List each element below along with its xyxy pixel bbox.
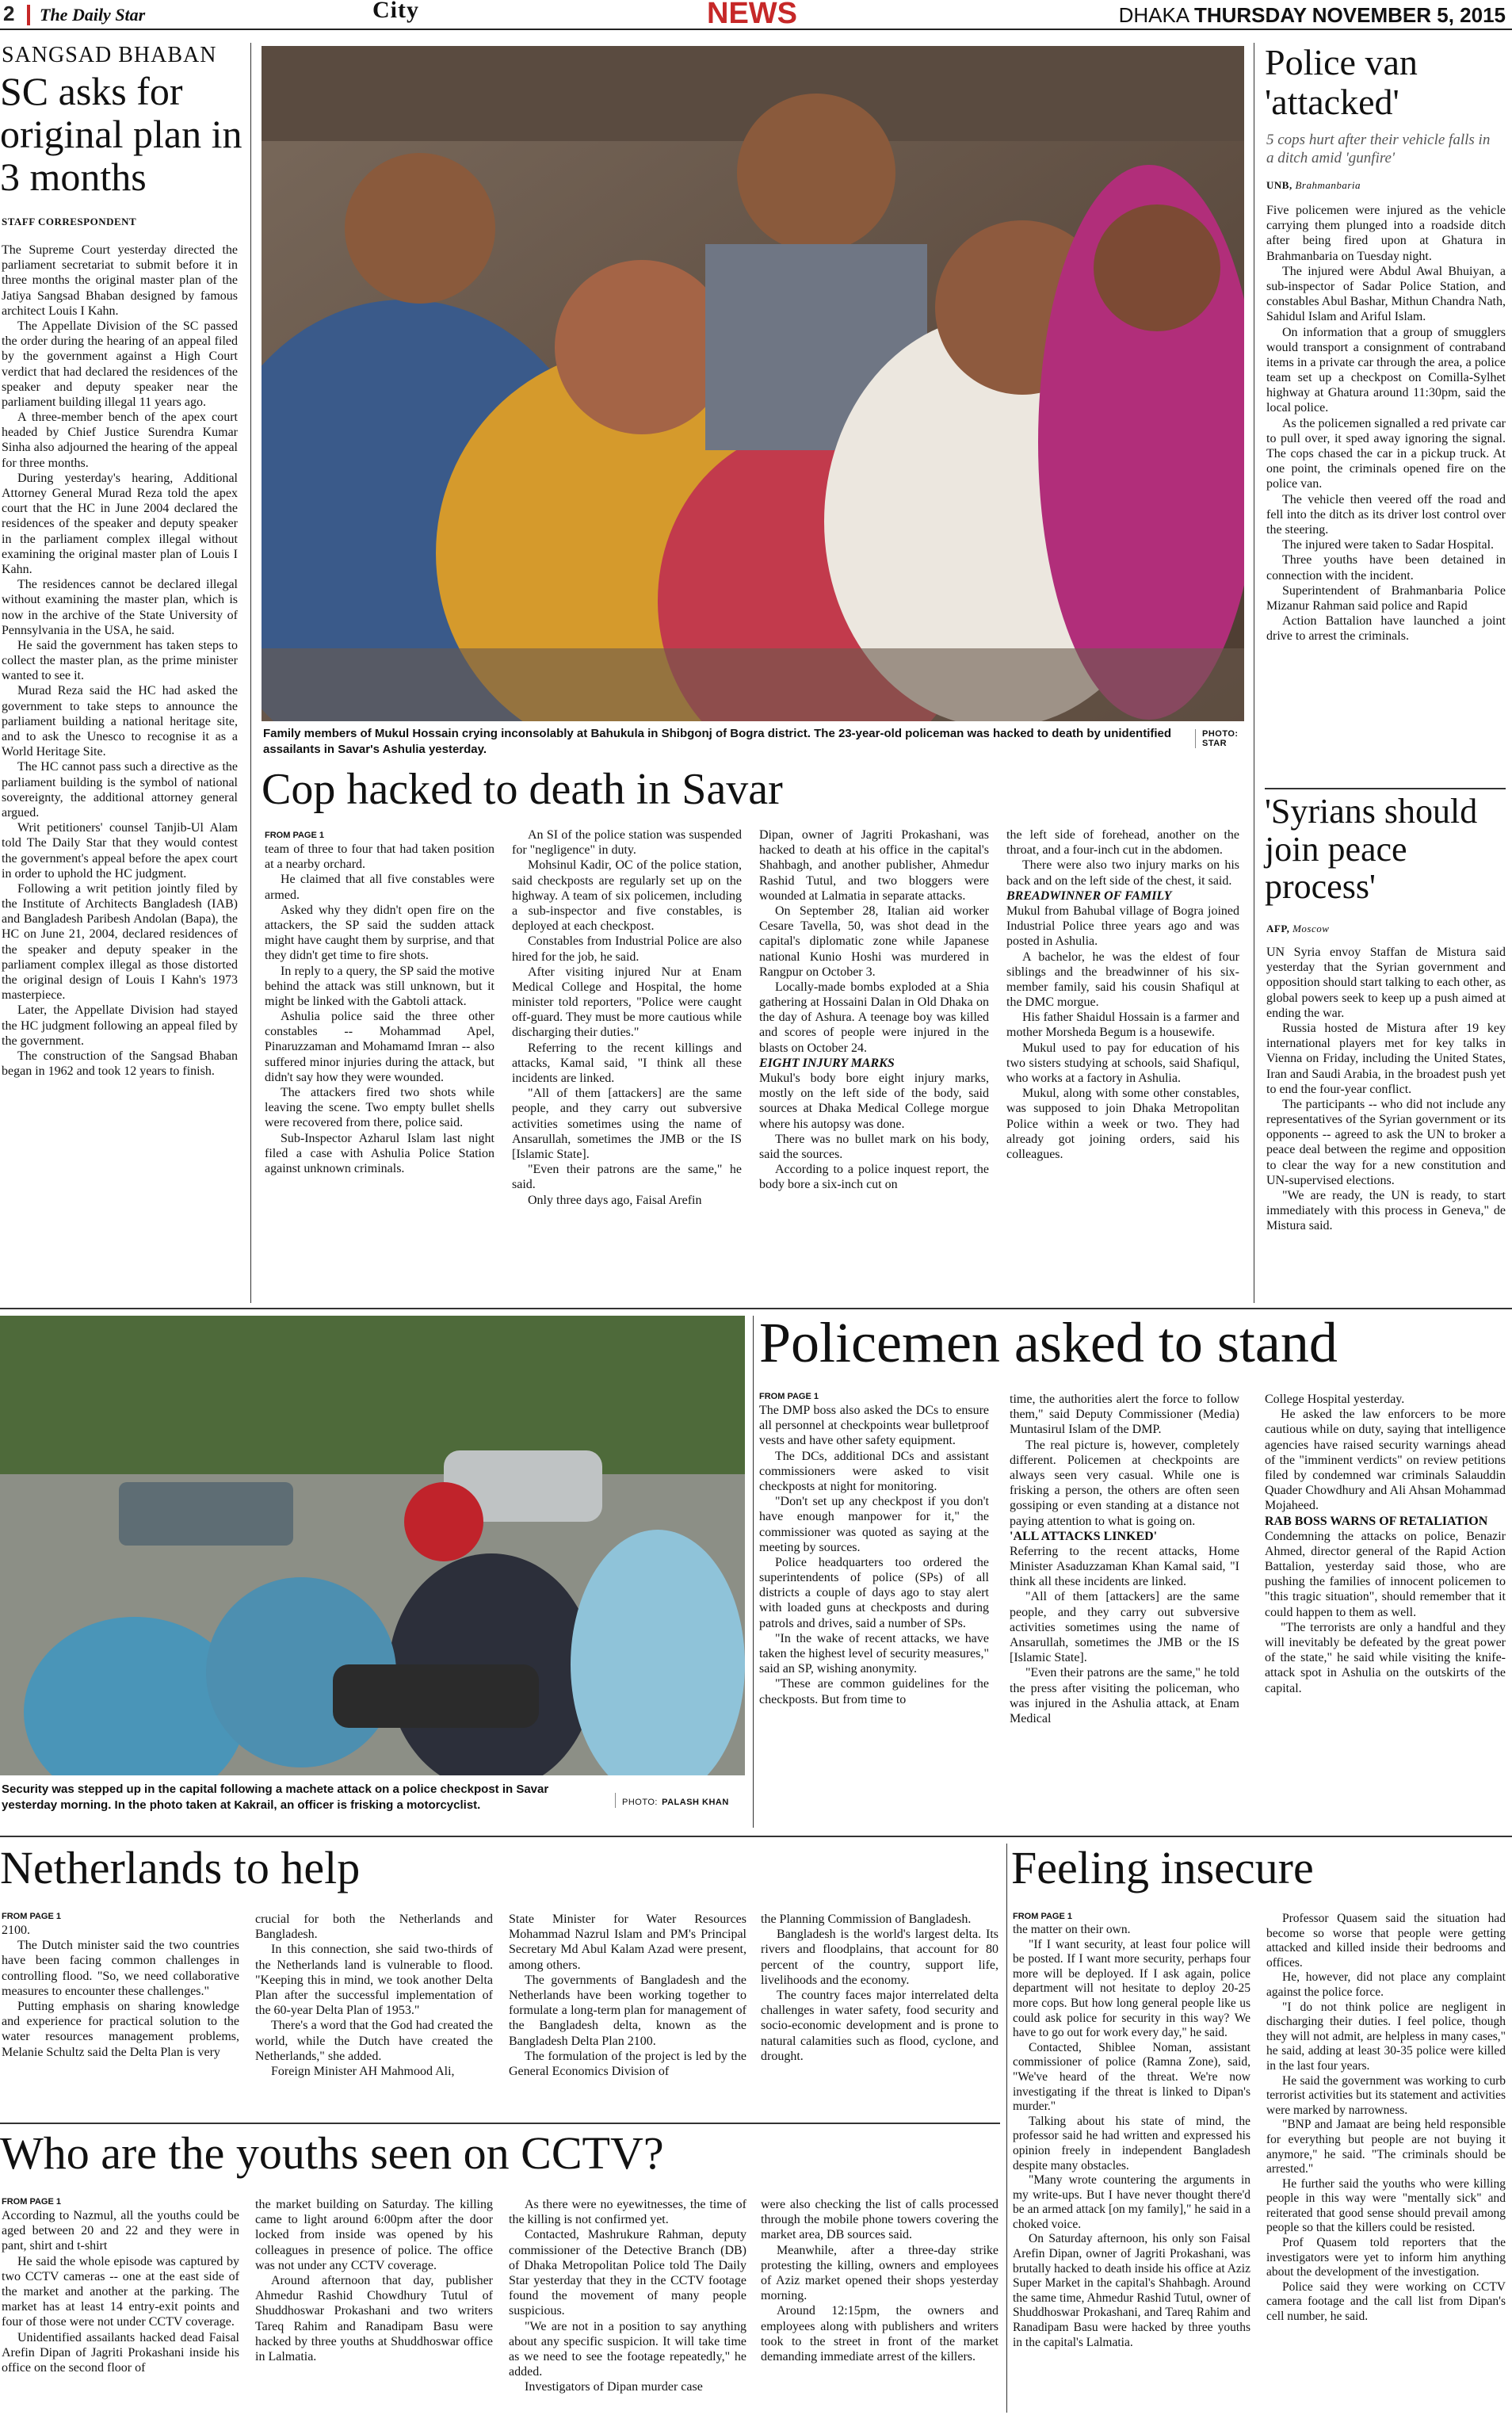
cop-col-1-text	[265, 842, 494, 1176]
paragraph: There's a word that the God had created the world, while the Dutch have created the Netherlands," she added.	[255, 2019, 493, 2063]
paragraph: On information that a group of smugglers would transport a consignment of contraband items in a private car through the area, a police team set up a checkpost on Comilla-Sylhet highway at Ghatura around 11:30pm, said the local police.	[1266, 325, 1506, 415]
photo-credit-label: PHOTO:	[1202, 729, 1239, 739]
paragraph: The DMP boss also asked the DCs to ensure all personnel at checkpoints wear bulletproof vests and have other safety equipment.	[759, 1404, 989, 1448]
paragraph: Bangladesh is the world's largest delta. Its rivers and floodplains, that account for 80 percent of the country, support life, livelihoods and the economy.	[761, 1928, 998, 1987]
stand-col-3-text	[1265, 1392, 1506, 1696]
sc-body	[2, 243, 238, 1297]
paragraph: Mukul used to pay for education of his two sisters studying at schools, said Shafiqul, who works at a factory in Ashulia.	[1006, 1041, 1239, 1085]
paragraph: Contacted, Shiblee Noman, assistant commissioner of police (Ramna Zone), said, "We've heard of the threat. We're now investigating if the threat is linked to Dipan's murder."	[1013, 2040, 1250, 2114]
neth-col-1-text	[2, 1923, 239, 2060]
paragraph: Around 12:15pm, the owners and employees along with publishers and writers took to the street in front of the market demanding immediate arrest of the killers.	[761, 2304, 998, 2363]
paragraph: "Many wrote countering the arguments in my write-ups. But I have never thought there'd be an armed attack [on my family]," he said in a choked voice.	[1013, 2173, 1250, 2231]
paragraph: The governments of Bangladesh and the Netherlands have been working together to formulate a long-term plan for management of the Bangladesh delta, known as the Bangladesh Delta Plan 2100.	[509, 1973, 746, 2048]
paragraph: "Even their patrons are the same," he told the press after visiting the policeman, who was injured in the Ashulia attack, at Enam Medical	[1010, 1666, 1239, 1725]
paragraph: Mukul from Bahubal village of Bogra joined Industrial Police three years ago and was posted in Ashulia.	[1006, 904, 1239, 949]
story-divider	[0, 2123, 1000, 2124]
paragraph: Talking about his state of mind, the professor said he had written and expressed his opinion freely in independent Bangladesh despite many obstacles.	[1013, 2114, 1250, 2172]
paragraph: The HC cannot pass such a directive as the parliament building is the symbol of national sovereignty, the additional attorney general argued.	[2, 760, 238, 820]
stand-col-3	[1265, 1392, 1506, 1829]
stand-col-2-text	[1010, 1392, 1239, 1726]
paragraph: "Even their patrons are the same," he said.	[512, 1163, 742, 1192]
sc-paragraphs	[2, 243, 238, 1079]
paragraph: The formulation of the project is led by the General Economics Division of	[509, 2049, 746, 2078]
paragraph: Meanwhile, after a three-day strike protesting the killing, owners and employees of Aziz market opened their shops yesterday morning.	[761, 2243, 998, 2303]
paragraph: Following a writ petition jointly filed by the Institute of Architects Bangladesh (IAB) and Bangladesh Paribesh Andolan (Bapa), the HC on June 21, 2004, declared residences of the speaker and deputy speaker in the parliament complex illegal as those distorted the original design of Louis I Kahn's 1973 masterpiece.	[2, 881, 238, 1003]
paragraph: Mohsinul Kadir, OC of the police station, said checkposts are regularly set up on the highway. A team of six policemen, including a sub-inspector and five constables, is deployed at each checkpost.	[512, 858, 742, 934]
paragraph: There were also two injury marks on his back and on the left side of the chest, it said.	[1006, 858, 1239, 888]
paragraph: On September 28, Italian aid worker Cesare Tavella, 50, was shot dead in the capital's diplomatic zone while Japanese national Kunio Hoshi was murdered in Rangpur on October 3.	[759, 904, 989, 979]
story-divider	[1265, 788, 1506, 789]
paragraph: The injured were Abdul Awal Bhuiyan, a sub-inspector of Sadar Police Station, and constables Abul Bashar, Mithun Chandra Nath, Sahidul Islam and Ariful Islam.	[1266, 264, 1506, 324]
neth-col-2-text	[255, 1912, 493, 2079]
paragraph: "I do not think police are negligent in discharging their duties. I feel police, though they will not admit, are helpless in many cases," he said, adding at least 30-35 police were killed in the last four years.	[1266, 2000, 1506, 2073]
van-paragraphs	[1266, 203, 1506, 644]
cop-col-3-text	[759, 827, 989, 1193]
paragraph: "In the wake of recent attacks, we have taken the highest level of security measures," said an SP, wishing anonymity.	[759, 1631, 989, 1676]
paragraph: Ashulia police said the three other constables -- Mohammad Apel, Pinaruzzaman and Mohamamd Imran -- also suffered minor injuries during the attack, but didn't say how they were wounded.	[265, 1010, 494, 1084]
mid-photo-credit	[615, 1793, 750, 1808]
mid-photo	[0, 1316, 745, 1775]
mid-photo-caption: Security was stepped up in the capital following a machete attack on a police checkpost in Savar yesterday morning. In the photo taken at Kakrail, an officer is frisking a motorcyclist.	[2, 1783, 549, 1812]
paragraph: UN Syria envoy Staffan de Mistura said yesterday that the Syrian government and opposition should start talking to each other, as global powers seek to keep up a push aimed at ending the war.	[1266, 946, 1506, 1020]
cctv-headline: Who are the youths seen on CCTV?	[0, 2127, 664, 2179]
sc-kicker: SANGSAD BHABAN	[2, 43, 217, 67]
paragraph: As the policemen signalled a red private car to pull over, it sped away ignoring the signal. The cops chased the car in a pickup truck. At one point, the criminals opened fire on the police van.	[1266, 416, 1506, 491]
paragraph: In this connection, she said two-thirds of the Netherlands land is vulnerable to flood. "Keeping this in mind, we took another Delta Plan after the successful implementation of the 60-year Delta Plan of 1953."	[255, 1943, 493, 2018]
top-photo-caption: Family members of Mukul Hossain crying inconsolably at Bahukula in Shibgonj of Bogra district. The 23-year-old policeman was hacked to death by unidentified assailants in Savar's Ashulia yesterday.	[263, 727, 1172, 756]
insecure-col-1	[1013, 1912, 1250, 2413]
neth-col-2	[255, 1912, 493, 2116]
paragraph: Contacted, Mashrukure Rahman, deputy commissioner of the Detective Branch (DB) of Dhaka Metropolitan Police told The Daily Star yesterday that they in the CCTV footage found the movement of many people suspicious.	[509, 2228, 746, 2318]
paragraph: "All of them [attackers] are the same people, and they carry out subversive activities sometimes using the name of Ansarullah, sometimes the JMB or the IS [Islamic State].	[512, 1087, 742, 1161]
stand-from-page: FROM PAGE 1	[759, 1392, 819, 1401]
syria-byline-agency: AFP,	[1266, 923, 1290, 934]
paragraph: He said the whole episode was captured by two CCTV cameras -- one at the east side of the market and another at the parking. The market has at least 14 entry-exit points and four of those were not under CCTV coverage.	[2, 2254, 239, 2329]
dateline-date: THURSDAY NOVEMBER 5, 2015	[1193, 3, 1506, 27]
cctv-col-2-text	[255, 2197, 493, 2364]
paragraph: Later, the Appellate Division had stayed the HC judgment following an appeal filed by the government.	[2, 1003, 238, 1048]
section-name: City	[372, 0, 419, 23]
paragraph: College Hospital yesterday.	[1265, 1393, 1405, 1406]
column-rule	[753, 1316, 754, 1828]
paragraph: Three youths have been detained in connection with the incident.	[1266, 553, 1506, 583]
paragraph: He claimed that all five constables were armed.	[265, 873, 494, 902]
paragraph: The Supreme Court yesterday directed the parliament secretariat to submit before it in three months the original master plan of the Jatiya Sangsad Bhaban designed by famous architect Louis I Kahn.	[2, 243, 238, 318]
paragraph: Russia hosted de Mistura after 19 key international players met for key talks in Vienna on Friday, including the United States, Iran and Saudi Arabia, in the broadest push yet to end the four-year conflict.	[1266, 1021, 1506, 1096]
paragraph: Superintendent of Brahmanbaria Police Mizanur Rahman said police and Rapid	[1266, 583, 1506, 613]
paragraph: Police said they were working on CCTV camera footage and the call list from Dipan's cell number, he said.	[1266, 2279, 1506, 2324]
paragraph: He said the government was working to curb terrorist activities but its statement and activities were marked by narrowness.	[1266, 2073, 1506, 2117]
paragraph: team of three to four that had taken position at a nearby orchard.	[265, 843, 494, 872]
paragraph: On Saturday afternoon, his only son Faisal Arefin Dipan, owner of Jagriti Prokashani, was brutally hacked to death inside his office at Aziz Super Market in the capital's Shahbagh. Around the same time, Ahmedur Rashid Tutul, owner of Shuddhoswar Prokashani, and Tareq Rahim and Ranadipam Basu were hacked by three youths in the capital's Lalmatia.	[1013, 2232, 1250, 2349]
paragraph: Foreign Minister AH Mahmood Ali,	[271, 2064, 455, 2078]
van-body	[1266, 203, 1506, 781]
paragraph: The construction of the Sangsad Bhaban began in 1962 and took 12 years to finish.	[2, 1049, 238, 1079]
insecure-col-2-text	[1266, 1912, 1506, 2325]
insecure-col-1-text	[1013, 1923, 1250, 2350]
paragraph: the left side of forehead, another on the throat, and a four-inch cut in the abdomen.	[1006, 828, 1239, 858]
paragraph: 2100.	[2, 1924, 30, 1937]
paragraph: "These are common guidelines for the checkposts. But from time to	[759, 1677, 989, 1706]
paragraph: The vehicle then veered off the road and fell into the ditch as its driver lost control over the steering.	[1266, 492, 1506, 537]
van-deck: 5 cops hurt after their vehicle falls in a ditch amid 'gunfire'	[1266, 132, 1491, 166]
subhead: 'ALL ATTACKS LINKED'	[1010, 1529, 1158, 1543]
paragraph: He asked the law enforcers to be more cautious while on duty, saying that intelligence agencies have raised security warnings ahead of the "imminent verdicts" on review petitions filed by condemned war criminals Salauddin Quader Chowdhury and Ali Ahsan Mohammad Mojaheed.	[1265, 1408, 1506, 1513]
photo-credit-name: PALASH KHAN	[662, 1798, 729, 1807]
syria-paragraphs	[1266, 945, 1506, 1234]
paragraph: "We are ready, the UN is ready, to start immediately with this process in Geneva," de Mistura said.	[1266, 1189, 1506, 1233]
cctv-col-2	[255, 2197, 493, 2413]
paragraph: "BNP and Jamaat are being held responsible for everything but people are not buying it anymore," he said. "The criminals should be arrested."	[1266, 2118, 1506, 2176]
neth-col-3	[509, 1912, 746, 2116]
cctv-col-4-text	[761, 2197, 998, 2364]
paragraph: Constables from Industrial Police are also hired for the job, he said.	[512, 934, 742, 964]
paragraph: In reply to a query, the SP said the motive behind the attack was still unknown, but it might be linked with the Gabtoli attack.	[265, 964, 494, 1008]
photo-credit-label: PHOTO:	[622, 1798, 658, 1807]
paragraph: Prof Quasem told reporters that the investigators were yet to inform him anything about the development of the investigation.	[1266, 2236, 1506, 2279]
stand-headline: Policemen asked to stand	[759, 1311, 1338, 1374]
paragraph: The country faces major interrelated delta challenges in water safety, food security and socio-economic development and is prone to natural calamities such as flood, cyclone, and drought.	[761, 1988, 998, 2063]
paragraph: The attackers fired two shots while leaving the scene. Two empty bullet shells were recovered from there, police said.	[265, 1086, 494, 1130]
paragraph: the matter on their own.	[1013, 1923, 1131, 1936]
paragraph: the market building on Saturday. The killing came to light around 6:00pm after the door locked from inside was opened by his colleagues in presence of police. The office was not under any CCTV coverage.	[255, 2198, 493, 2272]
family-mourning-photo	[262, 46, 1244, 721]
paragraph: He further said the youths who were killing people in this way were "mentally sick" and reiterated that good sense should prevail among people so that the killers could be resisted.	[1266, 2176, 1506, 2235]
cop-col-2	[512, 827, 742, 1298]
paper-name: The Daily Star	[40, 5, 146, 25]
paragraph: time, the authorities alert the force to follow them," said Deputy Commissioner (Media) Muntasirul Islam of the DMP.	[1010, 1393, 1239, 1437]
neth-col-4-text	[761, 1912, 998, 2064]
cctv-from-page: FROM PAGE 1	[2, 2197, 61, 2207]
paragraph: His father Shaidul Hossain is a farmer and mother Morsheda Begum is a housewife.	[1006, 1011, 1239, 1040]
top-photo	[262, 46, 1244, 721]
column-rule	[1006, 1844, 1007, 2413]
syria-body	[1266, 945, 1506, 1298]
paragraph: "The terrorists are only a handful and they will inevitably be defeated by the great power of the state," he said while visiting the knife-attack spot in Ashulia on the outskirts of the capital.	[1265, 1620, 1506, 1695]
paragraph: "We are not in a position to say anything about any specific suspicion. It will take time as we need to see the footage repeatedly," he added.	[509, 2319, 746, 2379]
paragraph: There was no bullet mark on his body, said the sources.	[759, 1132, 989, 1161]
cop-col-2-text	[512, 827, 742, 1208]
paragraph: During yesterday's hearing, Additional Attorney General Murad Reza told the apex court that the HC in June 2004 declared the residences of the speaker and deputy speaker in the parliament complex illegal without examining the original master plan of Louis I Kahn.	[2, 471, 238, 576]
van-byline-place: Brahmanbaria	[1295, 179, 1361, 191]
paragraph: Five policemen were injured as the vehicle carrying them plunged into a roadside ditch after being fired upon at Ghatura in Brahmanbaria on Tuesday night.	[1266, 204, 1506, 263]
paragraph: An SI of the police station was suspended for "negligence" in duty.	[512, 828, 742, 858]
paragraph: According to a police inquest report, the body bore a six-inch cut on	[759, 1163, 989, 1192]
paragraph: Dipan, owner of Jagriti Prokashani, was hacked to death at his office in the capital's Shahbagh, and another publisher, Ahmedur Rashid Tutul, and two bloggers were wounded at Lalmatia in separate attacks.	[759, 828, 989, 903]
neth-col-1	[2, 1912, 239, 2116]
paragraph: "Don't set up any checkpost if you don't have enough manpower for it," the commissioner was quoted as saying at the meeting by sources.	[759, 1495, 989, 1554]
paragraph: The injured were taken to Sadar Hospital.	[1282, 538, 1495, 552]
cop-col-4	[1006, 827, 1239, 1298]
syria-byline	[1266, 923, 1496, 935]
paragraph: the Planning Commission of Bangladesh.	[761, 1913, 972, 1926]
subhead: EIGHT INJURY MARKS	[759, 1056, 895, 1070]
stand-col-1	[759, 1392, 989, 1829]
cop-col-4-text	[1006, 827, 1239, 1162]
page-number: 2	[3, 2, 15, 25]
paragraph: Unidentified assailants hacked dead Faisal Arefin Dipan of Jagriti Prokashani inside his office on the second floor of	[2, 2330, 239, 2375]
stand-col-2	[1010, 1392, 1239, 1829]
page-number-divider	[27, 5, 30, 25]
paragraph: Around afternoon that day, publisher Ahmedur Rashid Chowdhury Tutul of Shuddhoswar Prokashani and two writers Tareq Rahim and Ranadipam Basu were hacked by three youths at Shuddhoswar office in Lalmatia.	[255, 2273, 493, 2363]
paragraph: Sub-Inspector Azharul Islam last night filed a case with Ashulia Police Station against unknown criminals.	[265, 1131, 494, 1175]
paragraph: As there were no eyewitnesses, the time of the killing is not confirmed yet.	[509, 2198, 746, 2227]
paragraph: The Dutch minister said the two countries have been facing common challenges in controlling flood. "So, we need collaborative measures to encounter these challenges."	[2, 1939, 239, 1998]
paragraph: were also checking the list of calls processed through the mobile phone towers covering the market area, DB sources said.	[761, 2198, 998, 2242]
cctv-col-3-text	[509, 2197, 746, 2394]
cop-col-1	[265, 831, 494, 1298]
paragraph: "If I want security, at least four police will be posted. If I want more security, perhaps four more will be deployed. If I ask again, police department will not hesitate to deploy 20-25 more cops. But how long general people like us could ask police for security in this way? We have to go out for work every day," he said.	[1013, 1937, 1250, 2040]
cop-col-3	[759, 827, 989, 1298]
paragraph: Action Battalion have launched a joint drive to arrest the criminals.	[1266, 614, 1506, 644]
section-label: NEWS	[707, 0, 797, 30]
paragraph: crucial for both the Netherlands and Bangladesh.	[255, 1913, 493, 1942]
paragraph: Professor Quasem said the situation had become so worse that people were getting attacked and killed inside their bedrooms and offices.	[1266, 1912, 1506, 1970]
paragraph: State Minister for Water Resources Mohammad Nazrul Islam and PM's Principal Secretary Md Abul Kalam Azad were present, among others.	[509, 1913, 746, 1972]
cop-from-page: FROM PAGE 1	[265, 831, 324, 840]
paragraph: Asked why they didn't open fire on the attackers, the SP said the sudden attack might have caught them by surprise, and that they didn't get time to fire shots.	[265, 903, 494, 963]
cctv-col-4	[761, 2197, 998, 2413]
paragraph: Referring to the recent killings and attacks, Kamal said, "I think all these incidents are linked.	[512, 1041, 742, 1085]
cctv-col-1-text	[2, 2208, 239, 2375]
paragraph: According to Nazmul, all the youths could be aged between 20 and 22 and they were in pant, shirt and t-shirt	[2, 2209, 239, 2253]
paragraph: "All of them [attackers] are the same people, and they carry out subversive activities sometimes using the name of Ansarullah, sometimes the JMB or the IS [Islamic State].	[1010, 1590, 1239, 1665]
neth-col-4	[761, 1912, 998, 2116]
photo-credit-name: STAR	[1202, 739, 1228, 748]
section-divider	[0, 1308, 1512, 1309]
paragraph: Police headquarters too ordered the superintendents of police (SPs) of all districts a couple of days ago to stay alert with loaded guns at checkposts and during patrols and drives, said a number of SPs.	[759, 1555, 989, 1630]
paragraph: Condemning the attacks on police, Benazir Ahmed, director general of the Rapid Action Battalion, yesterday said those, who are pushing the families of innocent policemen to "this tragic situation", should remember that it could happen to them as well.	[1265, 1529, 1506, 1619]
stand-col-1-text	[759, 1403, 989, 1707]
paragraph: After visiting injured Nur at Enam Medical College and Hospital, the home minister told reporters, "Police were caught off-guard. They must be more cautious while discharging their duties."	[512, 965, 742, 1040]
top-photo-credit	[1195, 729, 1243, 748]
cctv-col-1	[2, 2197, 239, 2413]
paragraph: He said the government has taken steps to collect the master plan, as the prime minister wanted to see it.	[2, 638, 238, 683]
paragraph: The participants -- who did not include any representatives of the Syrian government or its opponents -- agreed to ask the UN to broker a peace deal between the regime and opposition to clear the way for a new constitution and UN-supervised elections.	[1266, 1097, 1506, 1187]
cop-headline: Cop hacked to death in Savar	[262, 765, 783, 814]
syria-headline: 'Syrians should join peace process'	[1265, 792, 1478, 907]
van-headline: Police van 'attacked'	[1265, 42, 1418, 122]
paragraph: The DCs, additional DCs and assistant commissioners were asked to visit checkposts at night for monitoring.	[759, 1449, 989, 1493]
paragraph: A three-member bench of the apex court headed by Chief Justice Surendra Kumar Sinha also adjourned the hearing of the appeal for three months.	[2, 411, 238, 470]
subhead: BREADWINNER OF FAMILY	[1006, 888, 1172, 903]
paragraph: The real picture is, however, completely different. Policemen at checkpoints are always seen very casual. While one is frisking a person, the others are often seen gossiping or even standing at a distance not paying attention to what is going on.	[1010, 1438, 1239, 1528]
paragraph: He, however, did not place any complaint against the police force.	[1266, 1970, 1506, 1999]
paragraph: The residences cannot be declared illegal without examining the master plan, which is now in the archive of the State University of Pennsylvania in the USA, he said.	[2, 578, 238, 637]
dateline-city: DHAKA	[1118, 3, 1189, 27]
checkpost-frisking-photo	[0, 1316, 745, 1775]
neth-headline: Netherlands to help	[0, 1842, 361, 1893]
subhead: RAB BOSS WARNS OF RETALIATION	[1265, 1514, 1488, 1528]
neth-from-page: FROM PAGE 1	[2, 1912, 61, 1921]
syria-byline-place: Moscow	[1292, 923, 1330, 934]
van-byline	[1266, 179, 1496, 192]
insecure-col-2	[1266, 1912, 1506, 2413]
paragraph: Putting emphasis on sharing knowledge and experience for practical solution to the water resources management problems, Melanie Schultz said the Delta Plan is very	[2, 1999, 239, 2059]
van-byline-agency: UNB,	[1266, 179, 1292, 191]
paragraph: Murad Reza said the HC had asked the government to take steps to announce the parliament building a national heritage site, and to ask the Unesco to recognise it as a World Heritage Site.	[2, 684, 238, 759]
paragraph: Referring to the recent attacks, Home Minister Asaduzzaman Khan Kamal said, "I think all these incidents are linked.	[1010, 1544, 1239, 1589]
column-rule	[250, 43, 251, 1303]
paragraph: Writ petitioners' counsel Tanjib-Ul Alam told The Daily Star that they would contest the government's appeal before the apex court in order to uphold the HC judgment.	[2, 821, 238, 881]
paragraph: Investigators of Dipan murder case	[525, 2380, 703, 2394]
sc-byline: STAFF CORRESPONDENT	[2, 216, 137, 227]
dateline	[1119, 3, 1506, 28]
neth-col-3-text	[509, 1912, 746, 2079]
paragraph: Locally-made bombs exploded at a Shia gathering at Hossaini Dalan in Old Dhaka on the day of Ashura. A teenage boy was killed and scores of people were injured in the blasts on October 24.	[759, 980, 989, 1055]
paragraph: A bachelor, he was the eldest of four siblings and the breadwinner of his six-member family, said his cousin Shafiqul at the DMC morgue.	[1006, 950, 1239, 1010]
paragraph: The Appellate Division of the SC passed the order during the hearing of an appeal filed by the government against a High Court verdict that had declared the residences of the speaker and deputy speaker near the parliament building illegal 11 years ago.	[2, 319, 238, 409]
paragraph: Mukul's body bore eight injury marks, mostly on the left side of the body, said sources at Dhaka Medical College morgue where his autopsy was done.	[759, 1072, 989, 1131]
paragraph: Mukul, along with some other constables, was supposed to join Dhaka Metropolitan Police within a week or two. They had already got joining orders, said his colleagues.	[1006, 1087, 1239, 1161]
insecure-from-page: FROM PAGE 1	[1013, 1912, 1072, 1921]
sc-headline: SC asks for original plan in 3 months	[0, 69, 242, 199]
cctv-col-3	[509, 2197, 746, 2413]
paragraph: Only three days ago, Faisal Arefin	[528, 1193, 702, 1207]
section-divider	[0, 1836, 1512, 1837]
insecure-headline: Feeling insecure	[1011, 1842, 1314, 1893]
